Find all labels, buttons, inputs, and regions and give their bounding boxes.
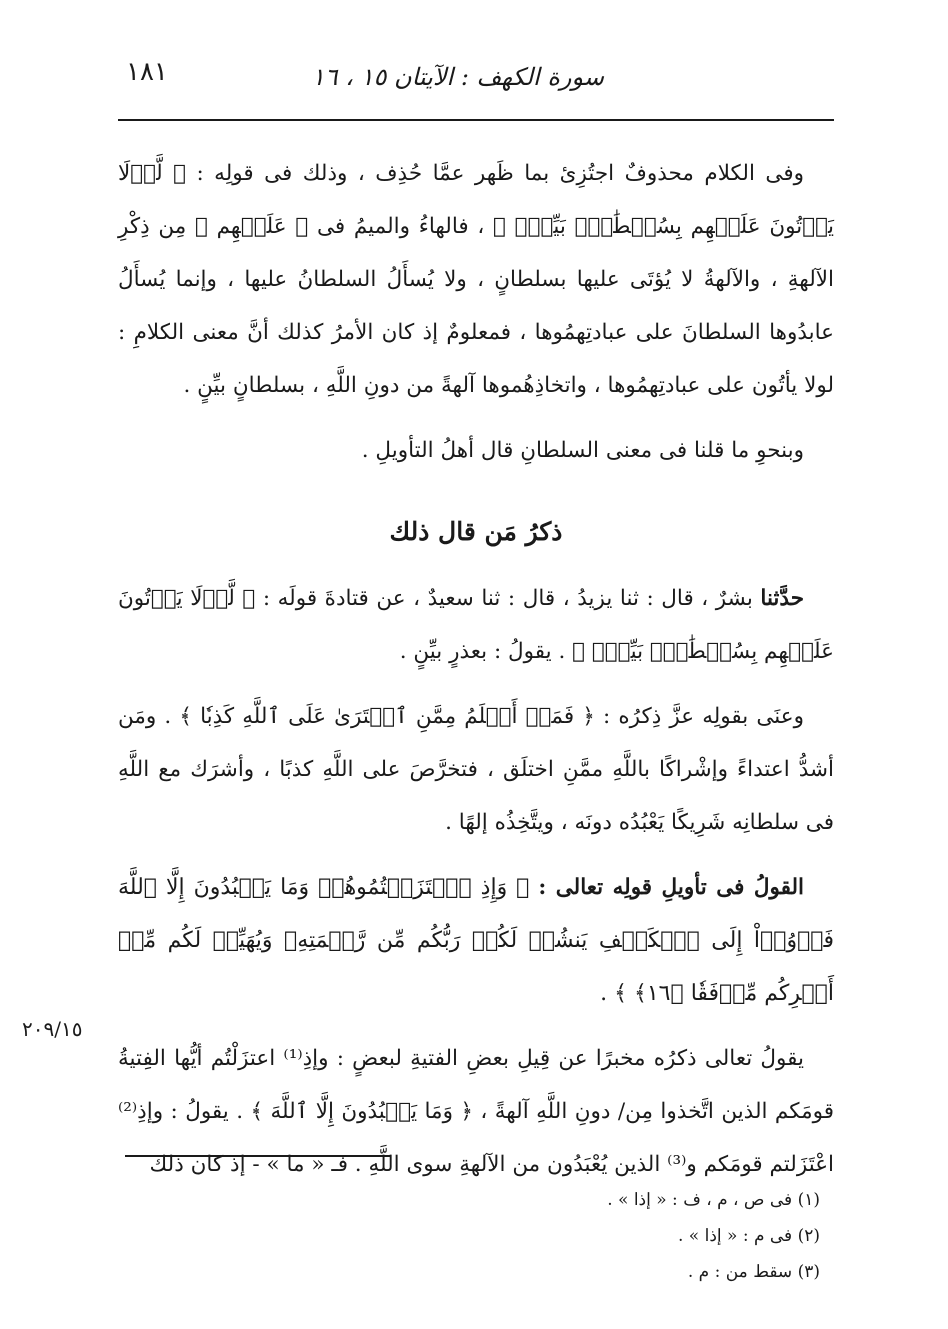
verse-text: ﴿ وَإِذِ ٱعۡتَزَلۡتُمُوهُمۡ وَمَا يَعۡبُدُونَ إِلَّا ٱللَّهَ فَأۡوُۥٓاْ إِلَى ٱلۡكَهۡفِ يَنشُرۡ لَكُمۡ رَبُّكُم مِّن رَّحۡمَتِهِۦ وَيُهَيِّئۡ لَكُم مِّنۡ أَمۡرِكُم مِّرۡفَقٗا ﴿١٦﴾ ﴾ .: [118, 875, 834, 1006]
main-text: [118, 147, 834, 1191]
paragraph-3: وعنَى بقولِه عزَّ ذِكرُه : ﴿ فَمَنۡ أَظۡلَمُ مِمَّنِ ٱفۡتَرَىٰ عَلَى ٱللَّهِ كَذِبٗا ﴾ . ومَن أشدُّ اعتداءً وإشْراكًا باللَّهِ ممَّنِ اختلَق ، فتخرَّصَ على اللَّهِ كذبًا ، وأشرَك مع اللَّهِ فى سلطانِه شَرِيكًا يَعْبُدُه دونَه ، ويتَّخِذُه إلهًا .: [118, 704, 834, 835]
page-header: [118, 55, 834, 117]
paragraph-2: وبنحوِ ما قلنا فى معنى السلطانِ قال أهلُ التأويلِ .: [361, 438, 804, 463]
verse-lead: القولُ فى تأويلِ قولِه تعالى :: [538, 875, 804, 900]
narration-paragraph: [118, 572, 834, 678]
footnote-1: (١) فى ص ، م ، ف : « إذا » .: [607, 1190, 820, 1210]
footnotes: [607, 1182, 820, 1290]
footnote-2: (٢) فى م : « إذا » .: [677, 1226, 820, 1246]
margin-reference: ٢٠٩/١٥: [22, 1017, 83, 1041]
paragraph-4: يقولُ تعالى ذكرُه مخبرًا عن قِيلِ بعضِ الفتيةِ لبعضٍ : وإذِ⁽¹⁾ اعتزَلْتُم أيُّها الفِتيةُ قومَكم الذين اتَّخذوا مِن/ دونِ اللَّهِ آلهةً ، ﴿ وَمَا يَعۡبُدُونَ إِلَّا ٱللَّهَ ﴾ . يقولُ : وإذِ⁽²⁾ اعْتَزَلتم قومَكم و⁽³⁾ الذين يُعْبَدُون من الآلهةِ سوى اللَّهِ . فـ « ما » - إذ كان ذلك: [118, 1046, 834, 1177]
footnote-3: (٣) سقط من : م .: [687, 1262, 820, 1282]
footnote-rule: [125, 1155, 391, 1157]
header-rule: [118, 119, 834, 121]
page-number: ١٨١: [126, 57, 168, 87]
section-heading: ذكرُ مَن قال ذلك: [389, 517, 563, 546]
paragraph-1: وفى الكلام محذوفٌ اجتُزِئ بما ظَهر عمَّا حُذِف ، وذلك فى قولِه : ﴿ لَّوۡلَا يَأۡتُونَ عَلَيۡهِم بِسُلۡطَٰنِۭ بَيِّنٖۖ ﴾ ، فالهاءُ والميمُ فى ﴿ عَلَيۡهِم ﴾ مِن ذِكْرِ الآلهةِ ، والآلهةُ لا يُؤتَى عليها بسلطانٍ ، ولا يُسأَلُ السلطانُ عليها ، وإنما يُسأَلُ عابدُوها السلطانَ على عبادتِهمُوها ، فمعلومٌ إذ كان الأمرُ كذلك أنَّ معنى الكلامِ : لولا يأتُون على عبادتِهمُوها ، واتخاذِهُموها آلهةً من دونِ اللَّهِ ، بسلطانٍ بيِّنٍ .: [118, 161, 834, 398]
verse-paragraph: [118, 861, 834, 1020]
running-head: سورة الكهف : الآيتان ١٥ ، ١٦: [311, 63, 604, 91]
book-page: [118, 55, 834, 1177]
narration-text: بشرٌ ، قال : ثنا يزيدُ ، قال : ثنا سعيدٌ ، عن قتادةَ قولَه : ﴿ لَّوۡلَا يَأۡتُونَ عَلَيۡهِم بِسُلۡطَٰنِۭ بَيِّنٖۖ ﴾ . يقولُ : بعذرٍ بيِّنٍ .: [118, 586, 834, 664]
narration-lead: حدَّثنا: [760, 586, 804, 611]
